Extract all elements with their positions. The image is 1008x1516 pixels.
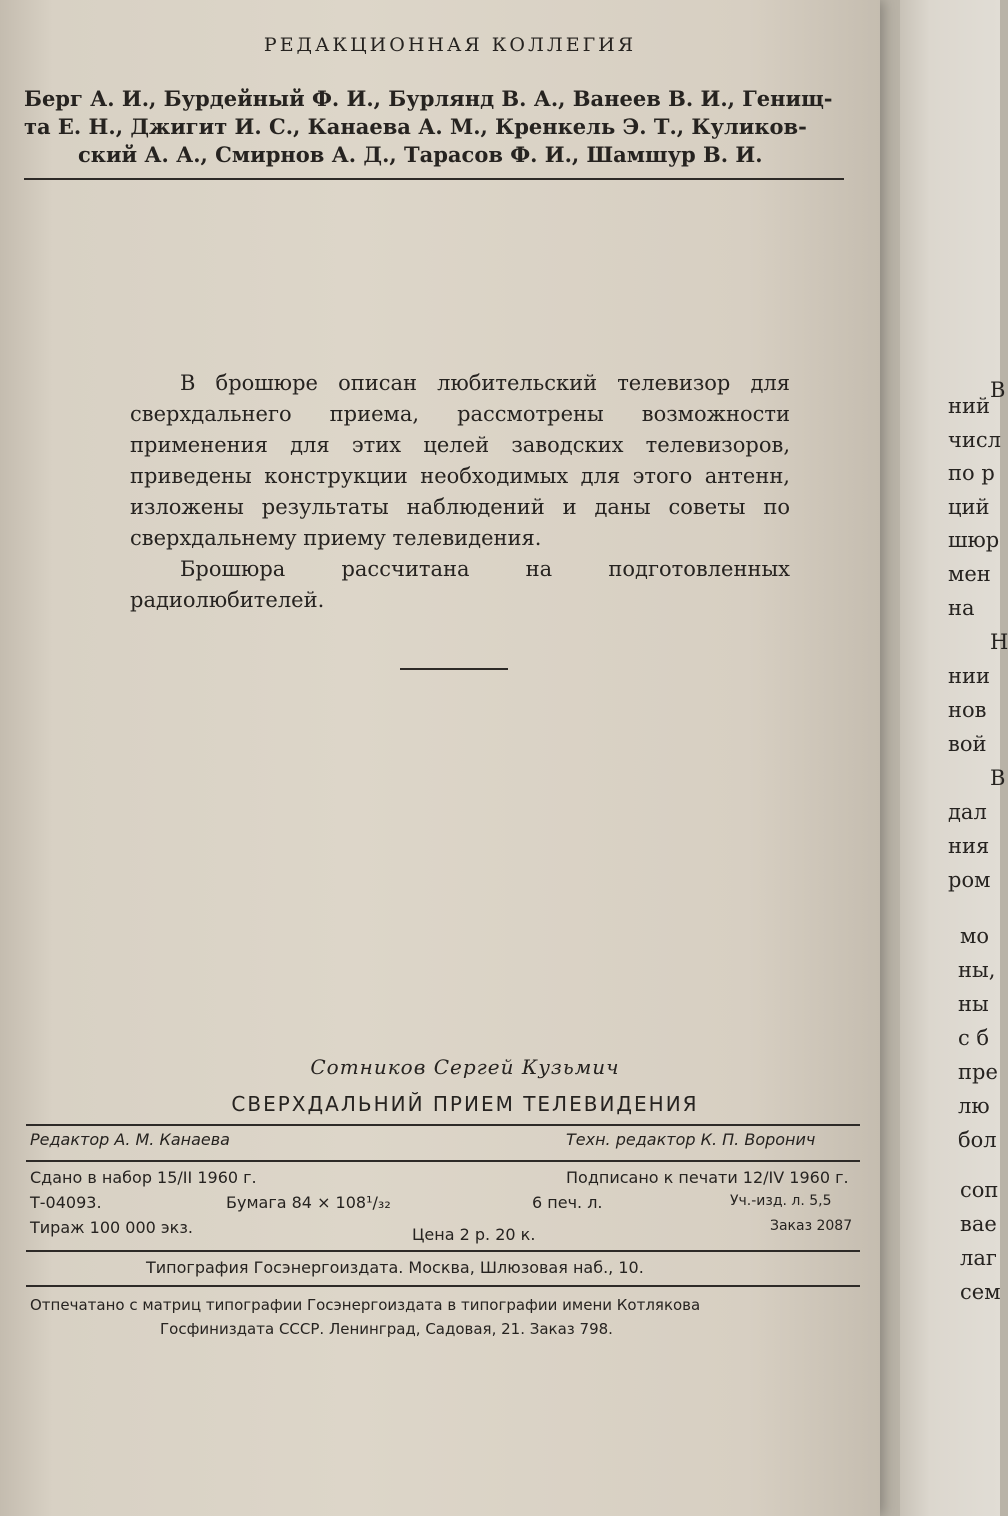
next-page-fragment: В (990, 766, 1006, 790)
next-page-fragment: мен (948, 562, 991, 586)
print-run: Тираж 100 000 экз. (30, 1218, 193, 1237)
imprint-rule-top (26, 1124, 860, 1126)
order-number: Заказ 2087 (770, 1218, 853, 1234)
next-page-fragment: числ (948, 428, 1001, 452)
price: Цена 2 р. 20 к. (412, 1225, 536, 1244)
publishing-sheets: Уч.-изд. л. 5,5 (730, 1193, 832, 1209)
next-page-fragment: шюр (948, 528, 1000, 552)
board-members-line-2: та Е. Н., Джигит И. С., Канаева А. М., Кренкель Э. Т., Куликов- (24, 114, 807, 139)
next-page-fragment: ний (948, 394, 990, 418)
author-name: Сотников Сергей Кузьмич (310, 1055, 620, 1079)
next-page-fragment: на (948, 596, 975, 620)
next-page-fragment: лю (958, 1094, 990, 1118)
board-members-line-3: ский А. А., Смирнов А. Д., Тарасов Ф. И., Шамшур В. И. (78, 142, 763, 167)
typeset-date: Сдано в набор 15/II 1960 г. (30, 1168, 257, 1187)
imprint-rule-lower (26, 1250, 860, 1252)
print-sheets: 6 печ. л. (532, 1193, 603, 1212)
next-page-fragment: по р (948, 461, 995, 485)
next-page-fragment: соп (960, 1178, 999, 1202)
editorial-board-heading: РЕДАКЦИОННАЯ КОЛЛЕГИЯ (263, 34, 637, 56)
next-page-fragment: ны, (958, 958, 996, 982)
section-divider (400, 668, 508, 670)
tech-editor-line: Техн. редактор К. П. Воронич (566, 1130, 816, 1149)
next-page-fragment: сем (960, 1280, 1001, 1304)
next-page-fragment: ром (948, 868, 991, 892)
next-page-fragment: лаг (960, 1246, 997, 1270)
printer-line: Типография Госэнергоиздата. Москва, Шлюзовая наб., 10. (146, 1258, 644, 1277)
board-members-line-1: Берг А. И., Бурдейный Ф. И., Бурлянд В. А., Ванеев В. И., Генищ- (24, 86, 833, 111)
header-rule (24, 178, 844, 180)
abstract-paragraph-2: Брошюра рассчитана на подготовленных радиолюбителей. (130, 557, 790, 612)
next-page-fragment: дал (948, 800, 987, 824)
abstract (130, 368, 790, 616)
next-page-fragment: нов (948, 698, 987, 722)
next-page-fragment: нии (948, 664, 990, 688)
printed-note-line-1: Отпечатано с матриц типографии Госэнергоиздата в типографии имени Котлякова (30, 1296, 701, 1314)
book-title: СВЕРХДАЛЬНИЙ ПРИЕМ ТЕЛЕВИДЕНИЯ (231, 1092, 699, 1116)
abstract-paragraph-1: В брошюре описан любительский телевизор для сверхдальнего приема, рассмотрены возможности применения для этих целей заводских телевизоров, приведены конструкции необходимых для этого антенн, изложены результаты наблюдений и даны советы по сверхдальнему приему телевидения. (130, 371, 790, 550)
next-page-fragment: с б (958, 1026, 990, 1050)
signed-date: Подписано к печати 12/IV 1960 г. (566, 1168, 849, 1187)
next-page-fragment: ций (948, 495, 990, 519)
next-page-fragment: вае (960, 1212, 997, 1236)
next-page-fragment: бол (958, 1128, 997, 1152)
next-page-fragment: вой (948, 732, 987, 756)
next-page-fragment: Н (990, 630, 1008, 654)
next-page-fragment: ны (958, 992, 989, 1016)
next-page-fragment: ния (948, 834, 990, 858)
imprint-rule-bottom (26, 1285, 860, 1287)
next-page-fragment: пре (958, 1060, 998, 1084)
printed-note-line-2: Госфиниздата СССР. Ленинград, Садовая, 21. Заказ 798. (160, 1320, 613, 1338)
order-code: Т-04093. (30, 1193, 102, 1212)
next-page-fragment: В (990, 378, 1006, 402)
next-page-fragment: мо (960, 924, 989, 948)
paper-format: Бумага 84 × 108¹/₃₂ (226, 1193, 391, 1212)
editor-line: Редактор А. М. Канаева (30, 1130, 230, 1149)
imprint-rule-middle (26, 1160, 860, 1162)
